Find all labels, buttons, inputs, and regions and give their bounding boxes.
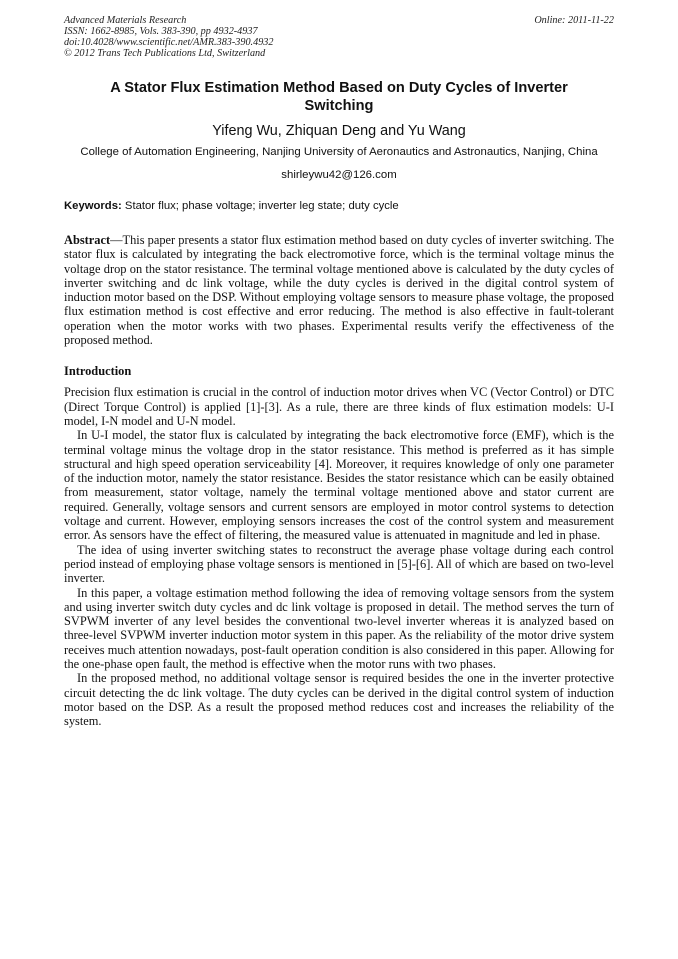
- paper-title: A Stator Flux Estimation Method Based on Duty Cycles of Inverter Switching: [110, 80, 568, 114]
- journal-name: Advanced Materials Research: [64, 15, 187, 26]
- affiliation: College of Automation Engineering, Nanjing University of Aeronautics and Astronautics, Nanjing, China: [80, 146, 598, 158]
- abstract-text: —This paper presents a stator flux estimation method based on duty cycles of inverter switching. The stator flux is calculated by integrating the back electromotive force, which is the terminal voltage minus the voltage drop on the stator resistance. The terminal voltage mentioned above is calculated by the duty cycles of inverter switching and dc link voltage, while the duty cycles is derived in the digital control system of induction motor based on the DSP. Without employing voltage sensors to measure phase voltage, the proposed flux estimation method is cost effective and error reducing. The method is also effective in fault-tolerant operation when the motor works with two phases. Experimental results verify the effectiveness of the proposed method.: [64, 233, 614, 348]
- publication-header: [64, 15, 614, 59]
- copyright-line: © 2012 Trans Tech Publications Ltd, Switzerland: [64, 48, 266, 59]
- keywords-label: Keywords:: [64, 200, 122, 212]
- online-date: Online: 2011-11-22: [534, 15, 614, 26]
- keywords-line: [64, 199, 614, 214]
- abstract-label: Abstract: [64, 233, 111, 247]
- keywords-text: Stator flux; phase voltage; inverter leg state; duty cycle: [121, 200, 399, 212]
- abstract: [64, 233, 614, 347]
- section-heading-introduction: Introduction: [64, 364, 132, 379]
- issn-line: ISSN: 1662-8985, Vols. 383-390, pp 4932-4937: [64, 26, 258, 37]
- author-email: shirleywu42@126.com: [281, 169, 397, 181]
- body-paragraph: In U-I model, the stator flux is calculated by integrating the back electromotive force (EMF), which is the terminal voltage minus the voltage drop in the stator resistance. This method is preferred as it has simple structural and high speed operation serviceability [4]. Moreover, it requires knowledge of only one parameter of the induction motor, namely the stator resistance. Besides the stator resistance which can be easily obtained from measurement, stator voltage, namely the terminal voltage mentioned above and stator current are required. Generally, voltage sensors and current sensors are employed in motor control systems to detection voltage and current. However, employing sensors increases the cost of the control system and measurement error. As sensors have the effect of filtering, the measured value is attenuated in magnitude and led in phase.: [64, 428, 614, 543]
- body-paragraph: Precision flux estimation is crucial in the control of induction motor drives when VC (Vector Control) or DTC (Direct Torque Control) is applied [1]-[3]. As a rule, there are three kinds of flux estimation models: U-I model, I-N model and U-N model.: [64, 385, 614, 428]
- author-list: Yifeng Wu, Zhiquan Deng and Yu Wang: [212, 123, 466, 139]
- body-paragraph: In this paper, a voltage estimation method following the idea of removing voltage sensors from the system and using inverter switch duty cycles and dc link voltage is proposed in detail. The method serves the turn of SVPWM inverter of any level besides the conventional two-level inverter whereas it is analyzed based on three-level SVPWM inverter induction motor system in this paper. As the reliability of the motor drive system receives much attention nowadays, post-fault operation condition is also considered in this paper. Allowing for the one-phase open fault, the method is effective when the motor runs with two phases.: [64, 585, 614, 672]
- paper-page: [64, 15, 614, 729]
- doi-line: doi:10.4028/www.scientific.net/AMR.383-390.4932: [64, 37, 274, 48]
- body-paragraph: The idea of using inverter switching states to reconstruct the average phase voltage during each control period instead of employing phase voltage sensors is mentioned in [5]-[6]. All of which are based on two-level inverter.: [64, 542, 614, 586]
- body-paragraph: In the proposed method, no additional voltage sensor is required besides the one in the inverter protective circuit detecting the dc link voltage. The duty cycles can be derived in the digital control system of induction motor based on the DSP. As a result the proposed method reduces cost and increases the reliability of the system.: [64, 671, 614, 729]
